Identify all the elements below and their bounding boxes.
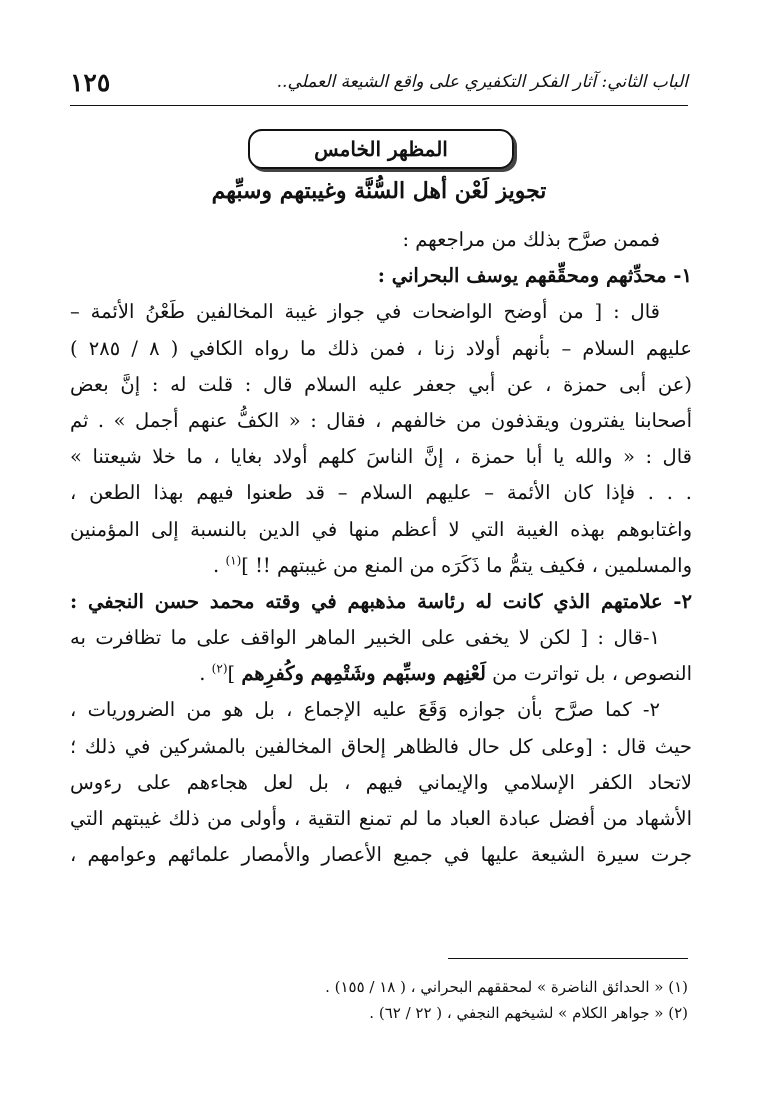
page-number: ١٢٥: [70, 68, 111, 97]
text-line: ١-قال : [ لكن لا يخفى على الخبير الماهر الواقف على ما تظافرت به: [70, 626, 660, 650]
text-line: (عن أبى حمزة ، عن أبي جعفر عليه السلام قال : قلت له : إنَّ بعض: [70, 372, 692, 396]
footnote-divider: [448, 958, 688, 959]
emphasis-text: لَعْنِهم وسبِّهم وشَتْمِهم وكُفرِهم: [241, 662, 486, 686]
text-line: حيث قال : [وعلى كل حال فالظاهر إلحاق المخالفين بالمشركين في ذلك ؛: [70, 734, 692, 758]
punctuation: .: [213, 553, 220, 577]
text-line: قال : [ من أوضح الواضحات في جواز غيبة المخالفين طَعْنُ الأئمة –: [70, 300, 660, 324]
text-line: . . . فإذا كان الأئمة – عليهم السلام – قد طعنوا فيهم بهذا الطعن ،: [70, 481, 692, 505]
running-header: [70, 68, 688, 104]
footnote-ref: (٢): [211, 661, 228, 676]
text-segment: والمسلمين ، فكيف يتمُّ ما ذَكَرَه من المنع من غيبتهم !! ]: [241, 553, 692, 577]
footnote: (٢) « جواهر الكلام » لشيخهم النجفي ، ( ٢٢ / ٦٢) .: [369, 1004, 688, 1022]
text-line: [70, 548, 692, 584]
header-divider: [70, 105, 688, 106]
body-text: [70, 222, 692, 873]
text-line: الأشهاد من أفضل عبادة العباد ما لم تمنع التقية ، وأولى من ذلك غيبتهم التي: [70, 807, 692, 830]
text-line: قال : « والله يا أبا حمزة ، إنَّ الناسَ كلهم أولاد بغايا ، ما خلا شيعتنا »: [70, 445, 692, 469]
text-segment: النصوص ، بل تواترت من: [492, 662, 692, 686]
footnote-ref: (١): [225, 553, 242, 568]
footnotes: [70, 974, 688, 1026]
text-line: أصحابنا يفترون ويقذفون من خالفهم ، فقال : « الكفُّ عنهم أجمل » . ثم: [70, 408, 692, 432]
section-title-box: المظهر الخامس: [248, 129, 514, 169]
punctuation: ]: [227, 662, 236, 686]
text-line: جرت سيرة الشيعة عليها في جميع الأعصار والأمصار علمائهم وعوامهم ،: [70, 843, 692, 867]
text-line: ١- محدِّثهم ومحقِّقهم يوسف البحراني :: [377, 264, 692, 288]
section-subtitle: تجويز لَعْن أهل السُّنَّة وغيبتهم وسبِّهم: [211, 178, 547, 204]
text-line: ٢- كما صرَّح بأن جوازه وَقَعَ عليه الإجماع ، بل هو من الضروريات ،: [70, 698, 660, 722]
text-line: ٢- علامتهم الذي كانت له رئاسة مذهبهم في وقته محمد حسن النجفي :: [70, 589, 692, 613]
punctuation: .: [199, 662, 206, 686]
text-line: لاتحاد الكفر الإسلامي والإيماني فيهم ، بل لعل هجاءهم على رءوس: [70, 770, 692, 794]
footnote: (١) « الحدائق الناضرة » لمحققهم البحراني ، ( ١٨ / ١٥٥) .: [325, 978, 688, 996]
text-line: عليهم السلام – بأنهم أولاد زنا ، فمن ذلك ما رواه الكافي ( ٨ / ٢٨٥ ): [70, 336, 692, 360]
text-line: [70, 656, 692, 692]
text-line: واغتابوهم بهذه الغيبة التي لا أعظم منها في الدين بالنسبة إلى المؤمنين: [70, 517, 692, 541]
text-line: فممن صرَّح بذلك من مراجعهم :: [402, 228, 660, 251]
header-title: الباب الثاني: آثار الفكر التكفيري على واقع الشيعة العملي..: [276, 72, 688, 92]
